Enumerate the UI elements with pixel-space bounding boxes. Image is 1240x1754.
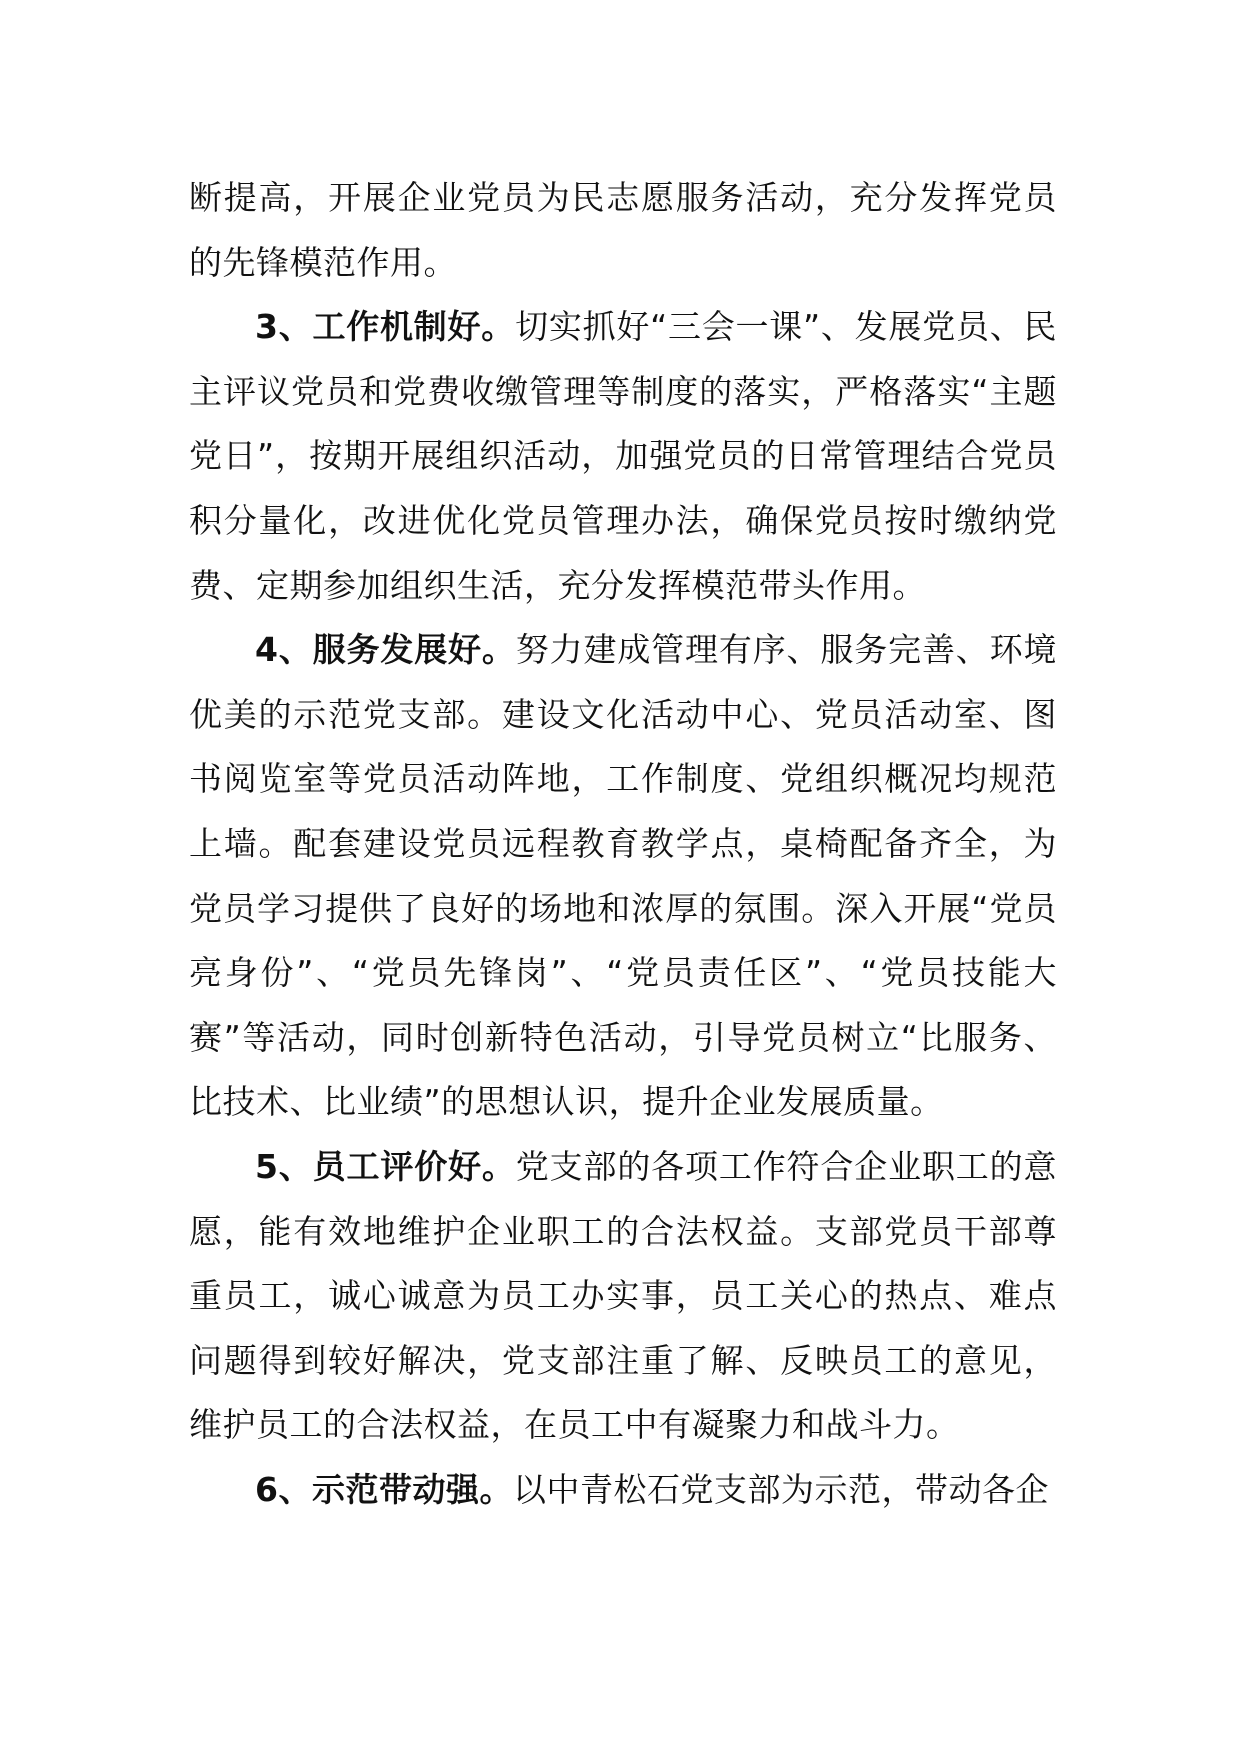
paragraph-text: 断提高，开展企业党员为民志愿服务活动，充分发挥党员的先锋模范作用。 [189,178,1057,282]
paragraph-text: 努力建成管理有序、服务完善、环境优美的示范党支部。建设文化活动中心、党员活动室、图书阅览室等党员活动阵地，工作制度、党组织概况均规范上墙。配套建设党员远程教育教学点，桌椅配备齐全，为党员学习提供了良好的场地和浓厚的氛围。深入开展“党员亮身份”、“党员先锋岗”、“党员责任区”、“党员技能大赛”等活动，同时创新特色活动，引导党员树立“比服务、比技术、比业绩”的思想认识，提升企业发展质量。 [189,630,1058,1122]
paragraph-heading: 4、服务发展好。 [255,630,516,670]
paragraph-heading: 5、员工评价好。 [255,1146,516,1186]
paragraph-heading: 6、示范带动强。 [255,1469,513,1509]
paragraph-text: 以中青松石党支部为示范，带动各企 [512,1469,1049,1509]
paragraph-employee-evaluation [189,1135,1057,1458]
paragraph-demonstration [189,1458,1057,1523]
paragraph-text: 党支部的各项工作符合企业职工的意愿，能有效地维护企业职工的合法权益。支部党员干部尊重员工，诚心诚意为员工办实事，员工关心的热点、难点问题得到较好解决，党支部注重了解、反映员工的意见，维护员工的合法权益，在员工中有凝聚力和战斗力。 [189,1146,1058,1445]
paragraph-service-development [189,618,1057,1135]
paragraph-text: 切实抓好“三会一课”、发展党员、民主评议党员和党费收缴管理等制度的落实，严格落实“主题党日”，按期开展组织活动，加强党员的日常管理结合党员积分量化，改进优化党员管理办法，确保党员按时缴纳党费、定期参加组织生活，充分发挥模范带头作用。 [189,307,1057,605]
paragraph-continuation [189,166,1057,295]
paragraph-work-mechanism [189,295,1057,618]
paragraph-heading: 3、工作机制好。 [255,307,516,347]
document-body [189,166,1057,1522]
